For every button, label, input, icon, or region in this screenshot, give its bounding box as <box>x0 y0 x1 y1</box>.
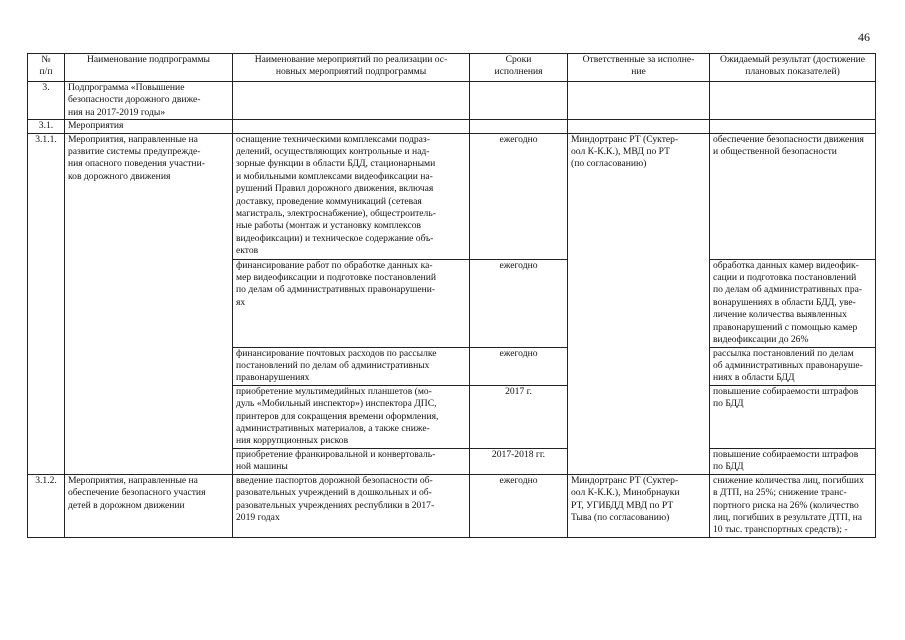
table-row <box>28 82 876 120</box>
expected-result: обеспечение безопасности движения и общественной безопасности <box>710 133 876 259</box>
activity-term: 2017 г. <box>470 385 568 448</box>
table-row <box>28 474 876 537</box>
header-responsible: Ответственные за исполне- ние <box>568 54 710 82</box>
table-row <box>28 120 876 133</box>
activity-text: оснащение техническими комплексами подраз- делений, осуществляющих контрольные и над- зорные функции в области БДД, стационарными и мобильными комплексами видеофиксации на- рушений Правил дорожного движения, включая доставку, проведение коммуникаций (сетевая магистраль, электроснабжение), общестроитель- ные работы (монтаж и установку комплексов видеофиксации) и техническое содержание объ- ектов <box>233 133 470 259</box>
activity-text: финансирование работ по обработке данных ка- мер видеофиксации и подготовке постановлений по делам об административных правонарушени- ях <box>233 259 470 347</box>
activity-text: приобретение франкировальной и конвертоваль- ной машины <box>233 448 470 474</box>
table-row <box>28 259 876 347</box>
row-number: 3.1.1. <box>28 133 65 259</box>
activity-text: приобретение мультимедийных планшетов (мо- дуль «Мобильный инспектор») инспектора ДПС, принтеров для сокращения времени оформления, административных материалов, а также сниже- ния коррупционных рисков <box>233 385 470 448</box>
table-row <box>28 133 876 259</box>
program-table <box>27 53 876 538</box>
measure-name: Мероприятия, направленные на обеспечение безопасного участия детей в дорожном движении <box>65 474 233 537</box>
header-subprogram: Наименование подпрограммы <box>65 54 233 82</box>
activity-term: ежегодно <box>470 133 568 259</box>
responsible-party: Миндортранс РТ (Суктер- оол К-К.К.), МВД по РТ (по согласованию) <box>568 133 710 259</box>
expected-result: снижение количества лиц, погибших в ДТП, на 25%; снижение транс- портного риска на 26% (количество лиц, погибших в результате ДТП, на 10 тыс. транспортных средств); - <box>710 474 876 537</box>
responsible-party: Миндортранс РТ (Суктер- оол К-К.К.), Минобрнауки РТ, УГИБДД МВД по РТ Тыва (по согласованию) <box>568 474 710 537</box>
activity-text: финансирование почтовых расходов по рассылке постановлений по делам об административных правонарушениях <box>233 347 470 385</box>
activity-term: 2017-2018 гг. <box>470 448 568 474</box>
expected-result: обработка данных камер видеофик- сации и подготовка постановлений по делам об административных пра- вонарушениях в области БДД, уве- личение количества выявленных правонарушений с помощью камер видеофиксации до 26% <box>710 259 876 347</box>
table-row <box>28 448 876 474</box>
header-terms: Сроки исполнения <box>470 54 568 82</box>
header-activities: Наименование мероприятий по реализации ос- новных мероприятий подпрограммы <box>233 54 470 82</box>
expected-result: повышение собираемости штрафов по БДД <box>710 448 876 474</box>
expected-result: рассылка постановлений по делам об административных правонаруше- ниях в области БДД <box>710 347 876 385</box>
activity-term: ежегодно <box>470 474 568 537</box>
table-row <box>28 385 876 448</box>
page-number: 46 <box>858 30 870 44</box>
row-number: 3.1.2. <box>28 474 65 537</box>
table-header-row <box>28 54 876 82</box>
activity-text: введение паспортов дорожной безопасности об- разовательных учреждений в дошкольных и об- разовательных учреждениях республики в 2017- 2019 годах <box>233 474 470 537</box>
measure-name: Мероприятия, направленные на развитие системы предупрежде- ния опасного поведения участни- ков дорожного движения <box>65 133 233 259</box>
table-row <box>28 347 876 385</box>
expected-result: повышение собираемости штрафов по БДД <box>710 385 876 448</box>
header-number: № п/п <box>28 54 65 82</box>
subprogram-name: Подпрограмма «Повышение безопасности дорожного движе- ния на 2017-2019 годы» <box>65 82 233 120</box>
section-label: Мероприятия <box>65 120 233 133</box>
activity-term: ежегодно <box>470 259 568 347</box>
row-number: 3.1. <box>28 120 65 133</box>
activity-term: ежегодно <box>470 347 568 385</box>
row-number: 3. <box>28 82 65 120</box>
header-expected-result: Ожидаемый результат (достижение плановых показателей) <box>710 54 876 82</box>
